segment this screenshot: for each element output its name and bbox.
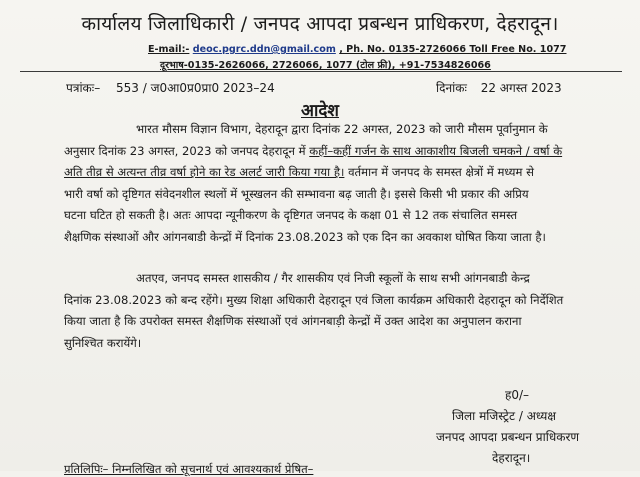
order-title: आदेश [301,101,339,121]
p1-line: घटना घटित हो सकती है। अतः आपदा न्यूनीकरण के दृष्टिगत जनपद के कक्षा 01 से 12 तक संचालित समस्त [64,208,518,222]
date-value: 22 अगस्त 2023 [480,81,562,95]
signed-mark: ह0/– [505,388,530,402]
p1-line: भारत मौसम विज्ञान विभाग, देहरादून द्वारा दिनांक 22 अगस्त, 2023 को जारी मौसम पूर्वानुमान के [136,122,548,136]
reference-number [66,79,275,96]
contact-email-line [148,44,566,55]
p2-line: किया जाता है कि उपरोक्त समस्त शैक्षणिक संस्थाओं एवं आंगनबाड़ी केन्द्रों में उक्त आदेश का अनुपालन कराना [64,314,522,328]
date-label: दिनांकः [436,81,467,95]
p1-line [64,162,624,184]
signatory-authority: जनपद आपदा प्रबन्धन प्राधिकरण [436,430,580,444]
header-divider [20,71,622,72]
signatory-designation: जिला मजिस्ट्रेट / अध्यक्ष [452,409,556,423]
p1-underlined-text: कहीं–कहीं गर्जन के साथ आकाशीय बिजली चमकने / वर्षा के [309,143,563,158]
phone-line: दूरभाष-0135-2626066, 2726066, 1077 (टोल फ्री), +91-7534826066 [160,60,491,71]
copy-to-line: प्रतिलिपिः– निम्नलिखित को सूचनार्थ एवं आवश्यकार्थ प्रेषित– [64,462,314,476]
signatory-place: देहरादून। [492,451,531,465]
p1-underlined-text: अति तीव्र से अत्यन्त तीव्र वर्षा होने का रेड अलर्ट जारी किया गया है। [64,165,345,179]
p2-line: अतएव, जनपद समस्त शासकीय / गैर शासकीय एवं निजी स्कूलों के साथ सभी आंगनबाडी केन्द्र [136,271,530,285]
p1-line [64,141,624,163]
p1-line: शैक्षणिक संस्थाओं और आंगनबाडी केन्द्रों में दिनांक 23.08.2023 को एक दिन का अवकाश घोषित किया जाता है। [64,229,546,244]
p2-line: सुनिश्चित करायेंगे। [64,335,142,350]
letter-date [436,79,562,96]
p1-text: अनुसार दिनांक 23 अगस्त, 2023 को जनपद देहरादून में [64,143,306,158]
p1-line: भारी वर्षा को दृष्टिगत संवेदनशील स्थलों में भूस्खलन की सम्भावना बढ़ जाती है। इससे किसी भी प्रकार की अप्रिय [64,186,529,201]
paragraph-2 [64,268,624,354]
email-link[interactable]: deoc.pgrc.ddn@gmail.com [192,44,336,55]
office-title: कार्यालय जिलाधिकारी / जनपद आपदा प्रबन्धन प्राधिकरण, देहरादून। [81,13,559,35]
phone-toll-text: , Ph. No. 0135-2726066 Toll Free No. 1077 [339,44,567,55]
email-label: E-mail:- [148,44,190,55]
p1-text: वर्तमान में जनपद के समस्त क्षेत्रों में मध्यम से [348,165,534,179]
paragraph-1 [64,119,624,248]
p2-line: दिनांक 23.08.2023 को बन्द रहेंगे। मुख्य शिक्षा अधिकारी देहरादून एवं जिला कार्यक्रम अधिकारी देहरादून को निर्देशित [64,292,564,307]
ref-value: 553 / ज0आ0प्र0प्रा0 2023–24 [116,81,275,95]
ref-label: पत्रांकः– [66,81,101,95]
